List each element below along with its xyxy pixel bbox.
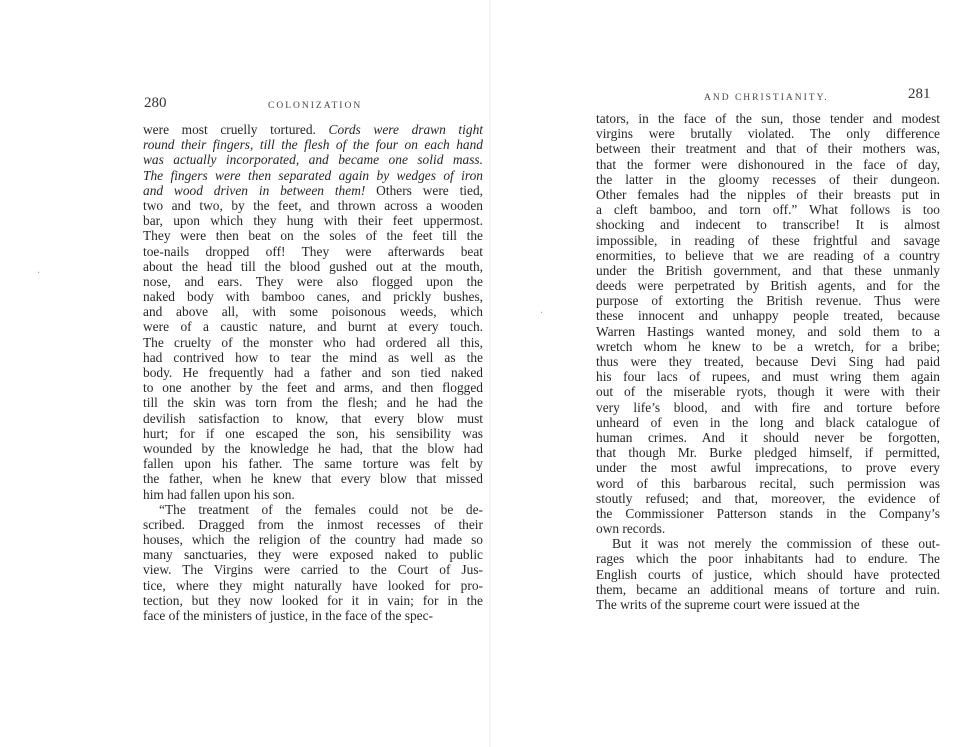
text-run: under the most awful imprecations, to prove every [596,460,940,476]
italic-text: was actually incorporated, and became one solid mass. [143,152,483,168]
text-run: houses, which the religion of the country had made so [143,532,483,548]
text-run: these innocent and unhappy people treated, because [596,308,940,324]
text-line [143,183,483,198]
text-line [596,157,940,172]
text-run: naked body with bamboo canes, and prickly bushes, [143,289,483,305]
text-run: The cruelty of the monster who had ordered all this, [143,334,483,350]
left-page-text [143,122,483,623]
text-run: purpose of extorting the British revenue. Thus were [596,293,940,309]
text-run: wounded by the knowledge he had, that the blow had [143,440,483,456]
running-head-left: COLONIZATION [268,101,363,111]
text-run: bar, upon which they hung with their feet uppermost. [143,213,483,229]
text-run: Warren Hastings wanted money, and sold them to a [596,323,940,339]
text-line [596,141,940,156]
text-line [143,198,483,213]
text-line [596,278,940,293]
text-run: nose, and ears. They were also flogged upon the [143,273,483,289]
text-line [143,380,483,395]
text-run: the Commissioner Patterson stands in the Company’s [596,505,940,521]
text-line [143,335,483,350]
right-page [490,0,980,747]
text-line [143,319,483,334]
text-line [143,395,483,410]
text-run: were most cruelly tortured. [143,122,329,137]
text-line [143,228,483,243]
text-run: very life’s blood, and with fire and torture before [596,399,940,415]
text-run: had contrived how to tear the mind as well as the [143,349,483,365]
text-run: word of this barbarous recital, such permission was [596,475,940,491]
text-run: toe-nails dropped off! They were afterwards beat [143,243,483,259]
text-line [143,532,483,547]
text-run: the father, when he knew that every blow that missed [143,471,483,487]
text-line [596,308,940,323]
text-run: out of the miserable ryots, though it were with their [596,384,940,400]
text-run: his four lacs of rupees, and must wring them again [596,369,940,385]
text-line [143,274,483,289]
text-line [143,517,483,532]
text-run: shocking and indecent to transcribe! It is almost [596,217,940,233]
text-line [596,597,940,612]
italic-text: round their fingers, till the flesh of the four on each hand [143,137,483,153]
text-line [596,400,940,415]
text-run: own records. [596,521,666,537]
text-run: Other females had the nipples of their breasts put in [596,186,940,202]
text-line [143,350,483,365]
text-line [143,593,483,608]
text-line [143,259,483,274]
text-line [143,562,483,577]
scan-speck: · [540,308,544,319]
text-run: human crimes. And it should never be forgotten, [596,429,940,445]
text-line [143,456,483,471]
text-line [143,471,483,486]
text-line [596,415,940,430]
text-run: thus were they treated, because Devi Sing had paid [596,354,940,369]
text-run: the latter in the gloomy recesses of their dungeon. [596,171,940,187]
text-line [596,217,940,232]
text-line [596,369,940,384]
text-run: that the former were dishonoured in the face of day, [596,156,940,172]
text-run: They were then beat on the soles of the feet till the [143,228,483,244]
text-run: scribed. Dragged from the inmost recesses of their [143,516,483,532]
text-line [596,567,940,582]
text-run: hurt; for if one escaped the son, his sensibility was [143,425,483,441]
text-run: body. He frequently had a father and son tied naked [143,365,483,380]
text-line [143,441,483,456]
text-run: stoutly refused; and that, moreover, the evidence of [596,490,940,506]
text-line [596,293,940,308]
text-run: “The treatment of the females could not be de- [159,501,483,517]
italic-text: Cords were drawn tight [328,122,483,137]
text-line [143,608,483,623]
text-line [143,426,483,441]
page-number-left: 280 [144,95,167,111]
text-line [143,578,483,593]
text-line [143,137,483,152]
text-run: The writs of the supreme court were issued at the [596,597,860,612]
text-line [596,263,940,278]
text-line [596,324,940,339]
right-page-text [596,111,940,612]
text-line [596,491,940,506]
text-run: that though Mr. Burke pledged himself, if permitted, [596,445,940,461]
text-line [596,354,940,369]
text-run: him had fallen upon his son. [143,486,295,502]
text-line [143,304,483,319]
text-run: tators, in the face of the sun, those tender and modest [596,111,940,126]
text-run: between their treatment and that of their mothers was, [596,141,940,157]
text-line [596,536,940,551]
text-line [596,126,940,141]
text-line [596,111,940,126]
text-line [596,248,940,263]
text-line [143,365,483,380]
text-line [596,430,940,445]
text-line [143,411,483,426]
text-line [143,244,483,259]
italic-text: and wood driven in between them! [143,182,366,198]
running-head-right: AND CHRISTIANITY. [704,93,829,103]
text-run: and above all, with some poisonous weeds, which [143,304,483,320]
text-run: Others were tied, [365,182,484,198]
text-line [143,502,483,517]
text-line [596,551,940,566]
text-line [143,152,483,167]
text-line [596,233,940,248]
text-run: two and two, by the feet, and thrown across a wooden [143,197,483,213]
text-run: tection, but they now looked for it in vain; for in the [143,592,483,608]
text-run: unheard of even in the long and black catalogue of [596,414,940,430]
text-run: deeds were perpetrated by British agents, and for the [596,278,940,294]
text-line [596,445,940,460]
text-run: impossible, in reading of these frightful and savage [596,232,940,248]
text-line [596,460,940,475]
text-run: fallen upon his father. The same torture was felt by [143,456,483,472]
text-run: But it was not merely the commission of these out- [612,536,940,552]
scan-speck: · [37,268,41,279]
text-run: many sanctuaries, they were exposed naked to public [143,547,483,563]
text-line [596,521,940,536]
text-run: virgins were brutally violated. The only difference [596,126,940,142]
text-run: enormities, to believe that we are reading of a country [596,247,940,263]
text-line [143,213,483,228]
text-line [596,384,940,399]
text-run: English courts of justice, which should have protected [596,566,940,582]
text-run: them, became an additional means of torture and ruin. [596,581,940,597]
text-run: tice, where they might naturally have looked for pro- [143,577,483,593]
text-line [143,168,483,183]
text-run: face of the ministers of justice, in the face of the spec- [143,608,434,623]
text-run: were of a caustic nature, and burnt at every touch. [143,319,483,335]
text-line [143,487,483,502]
page-number-right: 281 [908,86,931,102]
text-run: a cleft bamboo, and torn off.” What follows is too [596,202,940,218]
text-run: about the head till the blood gushed out at the mouth, [143,258,483,274]
text-line [596,506,940,521]
text-line [596,582,940,597]
text-run: devilish satisfaction to know, that every blow must [143,410,483,426]
text-run: wretch whom he knew to be a wretch, for a bribe; [596,338,940,354]
text-run: rages which the poor inhabitants had to endure. The [596,551,940,567]
text-line [143,122,483,137]
text-line [596,202,940,217]
text-run: till the skin was torn from the flesh; and he had the [143,395,483,411]
text-line [143,289,483,304]
text-line [596,187,940,202]
text-run: to one another by the feet and arms, and then flogged [143,380,483,396]
italic-text: The fingers were then separated again by wedges of iron [143,167,483,183]
text-line [596,476,940,491]
text-line [596,172,940,187]
text-line [143,547,483,562]
text-run: under the British government, and that these unmanly [596,262,940,278]
text-run: view. The Virgins were carried to the Court of Jus- [143,562,483,578]
text-line [596,339,940,354]
